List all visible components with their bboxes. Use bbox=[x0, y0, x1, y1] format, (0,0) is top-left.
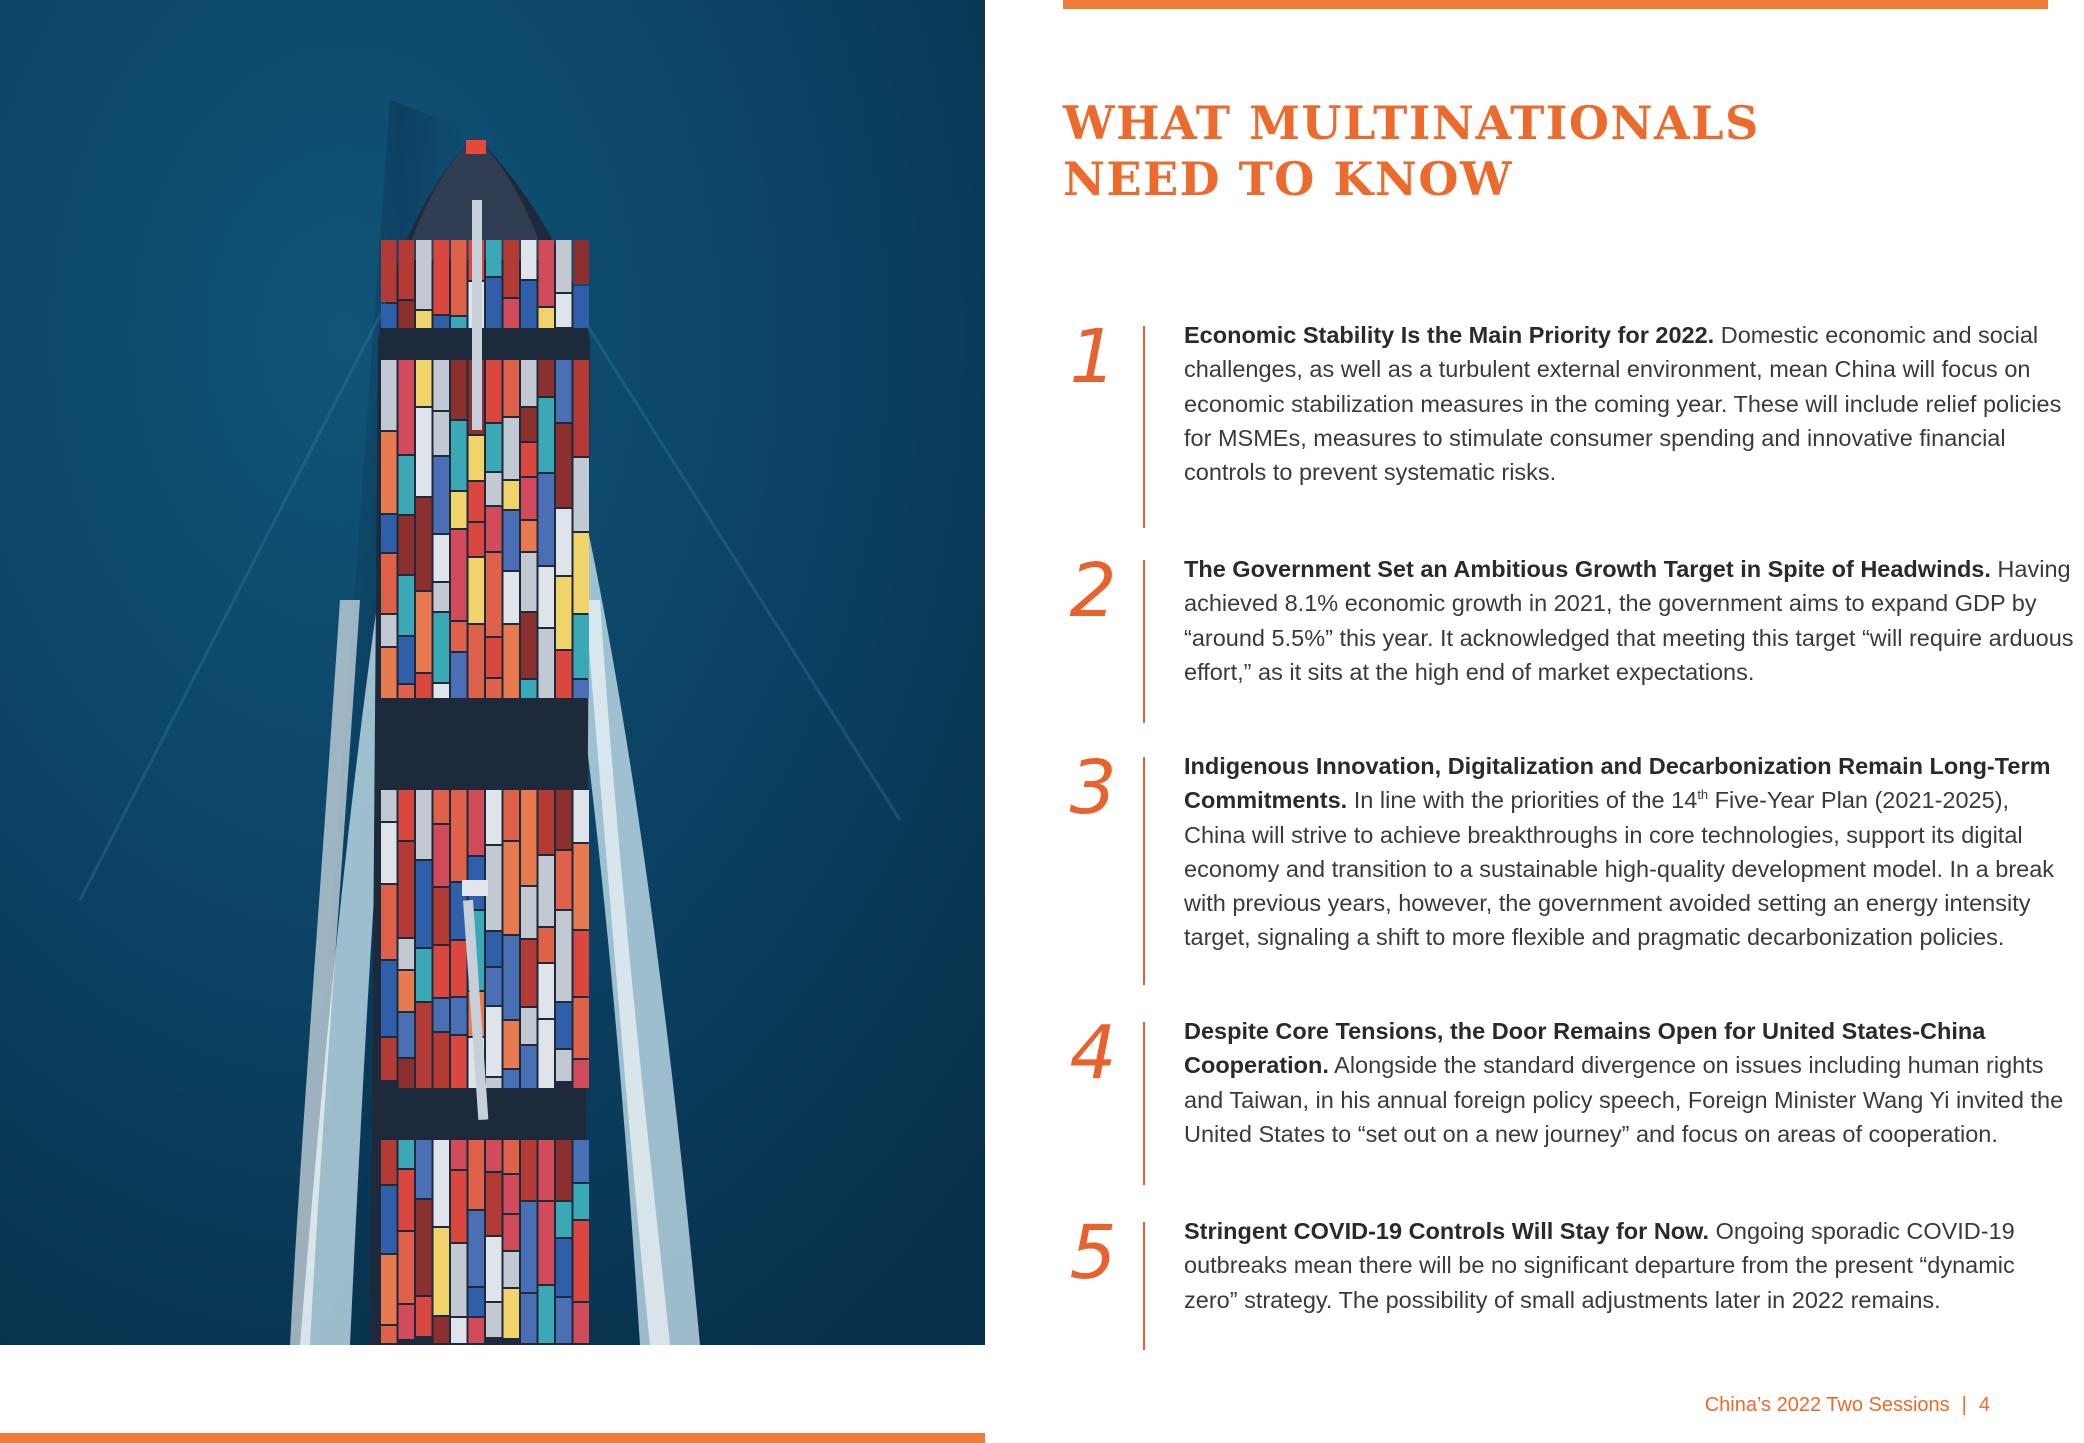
shipping-container bbox=[434, 240, 450, 314]
divider-rule bbox=[1143, 1222, 1145, 1350]
heading-line-1: WHAT MULTINATIONALS bbox=[1063, 96, 1760, 150]
shipping-container bbox=[434, 946, 450, 997]
shipping-container bbox=[381, 1038, 397, 1080]
page-footer bbox=[1705, 1394, 1990, 1417]
shipping-container bbox=[486, 846, 502, 930]
item-body: Domestic economic and social challenges, as well as a turbulent external environment, mean China will focus on economic stabilization measures in the coming year. These will include relief policies for MSMEs, measures to stimulate consumer spending and innovative financial controls to prevent systematic risks. bbox=[1184, 322, 2062, 486]
shipping-container bbox=[486, 1007, 502, 1076]
shipping-container bbox=[486, 424, 502, 471]
shipping-container bbox=[434, 457, 450, 533]
shipping-container bbox=[504, 1021, 520, 1068]
shipping-container bbox=[434, 825, 450, 886]
shipping-container bbox=[486, 1303, 502, 1337]
shipping-container bbox=[486, 968, 502, 1005]
shipping-container bbox=[486, 1140, 502, 1171]
shipping-container bbox=[556, 240, 572, 292]
shipping-container bbox=[381, 1186, 397, 1253]
item-text bbox=[1184, 1014, 2064, 1151]
shipping-container bbox=[574, 931, 590, 996]
shipping-container bbox=[486, 1078, 502, 1088]
page-number: 4 bbox=[1978, 1394, 1990, 1416]
shipping-container bbox=[521, 887, 537, 938]
ordinal-suffix: th bbox=[1697, 787, 1709, 803]
shipping-container bbox=[416, 498, 432, 590]
shipping-container bbox=[399, 1170, 415, 1230]
shipping-container bbox=[469, 790, 485, 855]
shipping-container bbox=[416, 1200, 432, 1295]
shipping-container bbox=[556, 1003, 572, 1048]
shipping-container bbox=[416, 311, 432, 328]
shipping-container bbox=[381, 240, 397, 302]
shipping-container bbox=[521, 443, 537, 476]
shipping-container bbox=[416, 240, 432, 309]
shipping-container bbox=[574, 1184, 590, 1219]
shipping-container bbox=[521, 680, 537, 698]
shipping-container bbox=[521, 408, 537, 441]
shipping-container bbox=[381, 961, 397, 1036]
shipping-container bbox=[556, 509, 572, 575]
shipping-container bbox=[504, 790, 520, 840]
shipping-container bbox=[556, 911, 572, 1001]
shipping-container bbox=[434, 613, 450, 682]
shipping-container bbox=[556, 360, 572, 422]
shipping-container bbox=[539, 1286, 555, 1343]
item-number: 1 bbox=[1069, 314, 1117, 400]
shipping-container bbox=[486, 679, 502, 698]
shipping-container bbox=[521, 613, 537, 678]
shipping-container bbox=[434, 535, 450, 581]
shipping-container bbox=[451, 1140, 467, 1169]
shipping-container bbox=[504, 1289, 520, 1338]
shipping-container bbox=[416, 790, 432, 859]
top-accent-bar bbox=[1063, 0, 2048, 9]
shipping-container bbox=[451, 1244, 467, 1316]
shipping-container bbox=[574, 286, 590, 328]
shipping-container bbox=[486, 360, 502, 422]
shipping-container bbox=[399, 685, 415, 698]
shipping-container bbox=[504, 1215, 520, 1250]
shipping-container bbox=[556, 1140, 572, 1200]
shipping-container bbox=[434, 360, 450, 410]
shipping-container bbox=[451, 1318, 467, 1343]
shipping-container bbox=[416, 592, 432, 672]
shipping-container bbox=[434, 888, 450, 944]
shipping-container bbox=[521, 1202, 537, 1292]
shipping-container bbox=[556, 651, 572, 698]
shipping-container bbox=[521, 521, 537, 551]
shipping-container bbox=[574, 1221, 590, 1301]
shipping-container bbox=[381, 823, 397, 883]
shipping-container bbox=[469, 523, 485, 556]
shipping-container bbox=[451, 941, 467, 996]
shipping-container bbox=[469, 558, 485, 623]
shipping-container bbox=[556, 790, 572, 849]
shipping-container bbox=[399, 301, 415, 328]
shipping-container bbox=[504, 418, 520, 479]
shipping-container bbox=[416, 674, 432, 698]
divider-rule bbox=[1143, 326, 1145, 528]
shipping-container bbox=[574, 533, 590, 613]
shipping-container bbox=[521, 1294, 537, 1343]
shipping-container bbox=[574, 360, 590, 456]
shipping-container bbox=[399, 1305, 415, 1339]
shipping-container bbox=[381, 1255, 397, 1324]
shipping-container bbox=[399, 842, 415, 937]
shipping-container bbox=[504, 299, 520, 328]
item-body: Having achieved 8.1% economic growth in 2021, the government aims to expand GDP by “around 5.5%” this year. It acknowledged that meeting this target “will require arduous effort,” as it sits at the high end of market expectations. bbox=[1184, 556, 2074, 685]
item-text bbox=[1184, 552, 2084, 689]
item-body-post: Five-Year Plan (2021-2025), China will strive to achieve breakthroughs in core technologies, support its digital economy and transition to a sustainable high-quality development model. In a break with previous years, however, the government avoided setting an energy intensity target, signaling a shift to more flexible and pragmatic decarbonization policies. bbox=[1184, 787, 2055, 951]
shipping-container bbox=[539, 1140, 555, 1200]
shipping-container bbox=[399, 939, 415, 969]
shipping-container bbox=[486, 553, 502, 636]
item-number: 5 bbox=[1069, 1210, 1117, 1296]
item-title: Economic Stability Is the Main Priority for 2022. bbox=[1184, 322, 1715, 348]
shipping-container bbox=[434, 684, 450, 698]
shipping-container bbox=[399, 360, 415, 454]
item-text bbox=[1184, 749, 2064, 955]
shipping-container bbox=[434, 583, 450, 611]
shipping-container bbox=[486, 240, 502, 276]
shipping-container bbox=[521, 360, 537, 406]
shipping-container bbox=[539, 474, 555, 565]
shipping-container bbox=[434, 1033, 450, 1088]
shipping-container bbox=[539, 1202, 555, 1284]
divider-rule bbox=[1143, 1022, 1145, 1185]
shipping-container bbox=[381, 515, 397, 552]
shipping-container bbox=[486, 1237, 502, 1301]
shipping-container bbox=[521, 1008, 537, 1044]
shipping-container bbox=[521, 553, 537, 611]
shipping-container bbox=[504, 511, 520, 570]
shipping-container bbox=[399, 1059, 415, 1088]
shipping-container bbox=[504, 1140, 520, 1173]
shipping-container bbox=[451, 998, 467, 1034]
shipping-container bbox=[416, 949, 432, 1001]
shipping-container bbox=[416, 1003, 432, 1088]
item-title: Indigenous Innovation, Digitalization and Decarbonization Remain Long-Term Commitments. bbox=[1184, 753, 2051, 814]
shipping-container bbox=[539, 790, 555, 854]
item-title: Despite Core Tensions, the Door Remains Open for United States-China Cooperation. bbox=[1184, 1018, 1986, 1079]
shipping-container bbox=[434, 999, 450, 1031]
shipping-container bbox=[434, 790, 450, 823]
shipping-container bbox=[469, 1140, 485, 1209]
shipping-container bbox=[486, 1173, 502, 1235]
shipping-container bbox=[451, 360, 467, 419]
shipping-container bbox=[574, 998, 590, 1058]
shipping-container bbox=[416, 1140, 432, 1198]
shipping-container bbox=[556, 1239, 572, 1296]
shipping-container bbox=[521, 240, 537, 279]
shipping-container bbox=[504, 572, 520, 623]
shipping-container bbox=[504, 1175, 520, 1213]
shipping-container bbox=[521, 1046, 537, 1088]
shipping-container bbox=[469, 436, 485, 480]
shipping-container bbox=[504, 1252, 520, 1287]
shipping-container bbox=[416, 360, 432, 406]
shipping-container bbox=[469, 1318, 485, 1343]
shipping-container bbox=[434, 412, 450, 455]
item-title: Stringent COVID-19 Controls Will Stay for Now. bbox=[1184, 1218, 1710, 1244]
shipping-container bbox=[451, 622, 467, 651]
container-ship-photo bbox=[0, 0, 985, 1345]
divider-rule bbox=[1143, 560, 1145, 723]
shipping-container bbox=[574, 1303, 590, 1343]
shipping-container bbox=[381, 615, 397, 646]
shipping-container bbox=[451, 790, 467, 881]
shipping-container bbox=[574, 844, 590, 929]
shipping-container bbox=[556, 424, 572, 507]
shipping-container bbox=[486, 790, 502, 844]
shipping-container bbox=[556, 1298, 572, 1343]
item-number: 2 bbox=[1069, 548, 1117, 634]
shipping-container bbox=[539, 1020, 555, 1088]
shipping-container bbox=[451, 240, 467, 315]
shipping-container bbox=[451, 1171, 467, 1242]
shipping-container bbox=[399, 516, 415, 574]
shipping-container bbox=[399, 1140, 415, 1168]
shipping-container bbox=[381, 304, 397, 328]
shipping-container bbox=[451, 530, 467, 620]
shipping-container bbox=[399, 790, 415, 840]
shipping-container bbox=[451, 421, 467, 490]
item-body: Alongside the standard divergence on issues including human rights and Taiwan, in his annual foreign policy speech, Foreign Minister Wang Yi invited the United States to “set out on a new journey” and focus on areas of cooperation. bbox=[1184, 1052, 2064, 1147]
item-body: Ongoing sporadic COVID-19 outbreaks mean there will be no significant departure from the present “dynamic zero” strategy. The possibility of small adjustments later in 2022 remains. bbox=[1184, 1218, 2015, 1313]
footer-separator: | bbox=[1961, 1394, 1967, 1416]
shipping-container bbox=[399, 240, 415, 299]
shipping-container bbox=[574, 615, 590, 678]
item-text bbox=[1184, 1214, 2064, 1317]
shipping-container bbox=[504, 1070, 520, 1088]
shipping-container bbox=[381, 360, 397, 430]
shipping-container bbox=[486, 932, 502, 966]
page-heading bbox=[1063, 95, 1963, 207]
shipping-container bbox=[539, 964, 555, 1018]
shipping-container bbox=[556, 851, 572, 909]
shipping-container bbox=[486, 473, 502, 505]
shipping-container bbox=[486, 638, 502, 677]
shipping-container bbox=[469, 625, 485, 698]
shipping-container bbox=[399, 1013, 415, 1057]
shipping-container bbox=[556, 577, 572, 649]
shipping-container bbox=[504, 842, 520, 934]
shipping-container bbox=[539, 629, 555, 698]
shipping-container bbox=[504, 625, 520, 698]
item-text bbox=[1184, 318, 2064, 489]
shipping-container bbox=[521, 790, 537, 885]
shipping-container bbox=[399, 456, 415, 514]
shipping-container bbox=[539, 240, 555, 306]
shipping-container bbox=[486, 507, 502, 551]
shipping-container bbox=[574, 1060, 590, 1088]
shipping-container bbox=[504, 240, 520, 297]
shipping-container bbox=[399, 971, 415, 1011]
shipping-container bbox=[434, 316, 450, 328]
shipping-container bbox=[486, 278, 502, 328]
shipping-container bbox=[381, 1326, 397, 1343]
shipping-container bbox=[381, 1140, 397, 1184]
shipping-container bbox=[521, 478, 537, 519]
shipping-container bbox=[416, 408, 432, 496]
shipping-container bbox=[521, 1140, 537, 1200]
footer-title: China’s 2022 Two Sessions bbox=[1704, 1394, 1950, 1416]
shipping-container bbox=[539, 308, 555, 328]
shipping-container bbox=[574, 458, 590, 531]
shipping-container bbox=[469, 1211, 485, 1286]
shipping-container bbox=[574, 680, 590, 698]
shipping-container bbox=[521, 940, 537, 1006]
shipping-container bbox=[434, 1140, 450, 1226]
item-number: 3 bbox=[1069, 745, 1117, 831]
item-number: 4 bbox=[1069, 1010, 1117, 1096]
shipping-container bbox=[574, 790, 590, 842]
heading-line-2: NEED TO KNOW bbox=[1063, 152, 1514, 206]
shipping-container bbox=[399, 576, 415, 635]
shipping-container bbox=[451, 1036, 467, 1088]
shipping-container bbox=[504, 360, 520, 416]
shipping-container bbox=[469, 1288, 485, 1316]
divider-rule bbox=[1143, 757, 1145, 985]
shipping-container bbox=[556, 294, 572, 327]
shipping-container bbox=[381, 790, 397, 821]
shipping-container bbox=[451, 492, 467, 528]
item-body-pre: In line with the priorities of the 14 bbox=[1347, 787, 1698, 814]
shipping-container bbox=[521, 281, 537, 328]
shipping-container bbox=[416, 1297, 432, 1336]
shipping-container bbox=[416, 861, 432, 947]
bottom-accent-bar bbox=[0, 1433, 985, 1443]
shipping-container bbox=[469, 482, 485, 521]
shipping-container bbox=[381, 432, 397, 513]
item-title: The Government Set an Ambitious Growth Target in Spite of Headwinds. bbox=[1184, 556, 1991, 582]
shipping-container bbox=[381, 554, 397, 613]
shipping-container bbox=[539, 360, 555, 396]
shipping-container bbox=[539, 398, 555, 472]
shipping-container bbox=[556, 1202, 572, 1237]
shipping-container bbox=[399, 1232, 415, 1303]
container-ship-illustration bbox=[0, 0, 985, 1345]
shipping-container bbox=[399, 637, 415, 683]
shipping-container bbox=[434, 1317, 450, 1343]
shipping-container bbox=[574, 1140, 590, 1182]
shipping-container bbox=[539, 928, 555, 962]
shipping-container bbox=[451, 653, 467, 698]
shipping-container bbox=[451, 317, 467, 328]
shipping-container bbox=[504, 481, 520, 509]
shipping-container bbox=[434, 1228, 450, 1315]
shipping-container bbox=[574, 240, 590, 284]
shipping-container bbox=[381, 648, 397, 698]
shipping-container bbox=[381, 885, 397, 959]
shipping-container bbox=[539, 567, 555, 627]
shipping-container bbox=[539, 856, 555, 926]
shipping-container bbox=[556, 1050, 572, 1081]
shipping-container bbox=[504, 936, 520, 1019]
